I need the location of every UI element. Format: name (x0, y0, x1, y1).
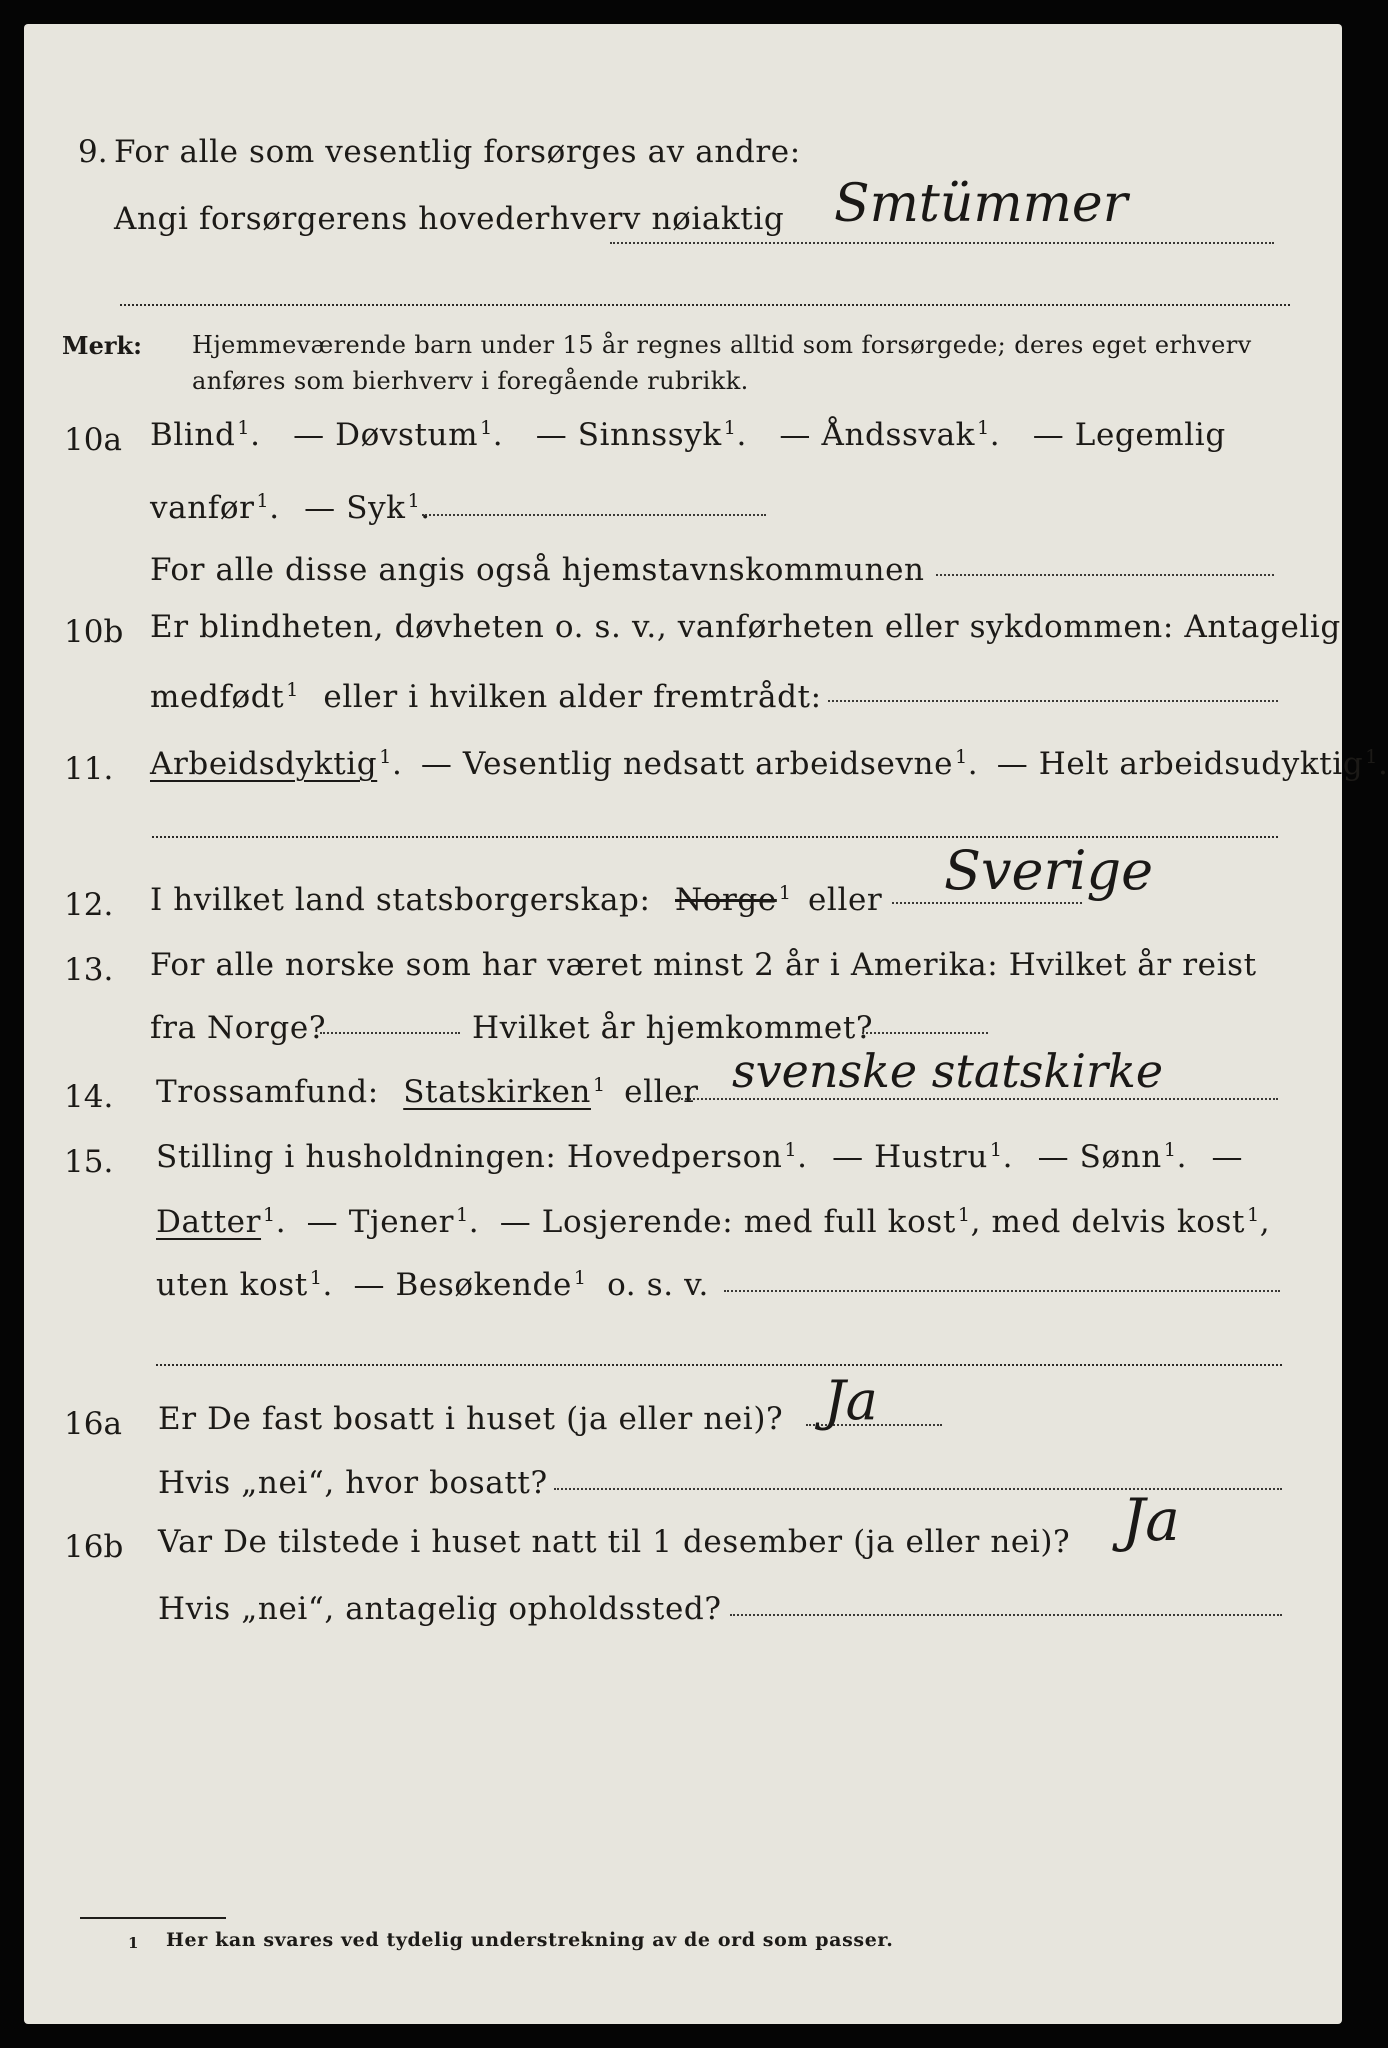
footnote-text: Her kan svares ved tydelig understrekning av de ord som passer. (166, 1929, 894, 1951)
q12-struck-norge: Norge (675, 882, 777, 918)
q9-number: 9. (78, 134, 108, 170)
q11-line: Arbeidsdyktig $^1$. — Vesentlig nedsatt arbeidsevne $^1$. — Helt arbeidsudyktig $^1$. (150, 746, 1388, 782)
q16a-number: 16a (64, 1406, 122, 1442)
q10b-alder-line (828, 700, 1278, 702)
q9-line2: Angi forsørgerens hovederhverv nøiaktig (114, 201, 785, 237)
q10a-line3: For alle disse angis også hjemstavnskommunen (150, 552, 925, 588)
q15-line3: uten kost $^1$. — Besøkende $^1$ o. s. v. (156, 1267, 710, 1303)
footnote-marker: 1 (128, 1934, 140, 1952)
q13-line1: For alle norske som har været minst 2 år i Amerika: Hvilket år reist (150, 947, 1257, 983)
q15-line2: Datter $^1$. — Tjener $^1$. — Losjerende: med full kost $^1$, med delvis kost $^1$, (156, 1204, 1271, 1240)
q9-blank-line (120, 304, 1290, 306)
census-form-page (24, 24, 1388, 2024)
q10a-syk-line (422, 514, 766, 516)
q16b-handwritten-answer: Ja (1122, 1486, 1180, 1554)
q14-handwritten-answer: svenske statskirke (732, 1044, 1164, 1098)
q12-answer-line (892, 902, 1082, 904)
merk-label: Merk: (62, 331, 142, 360)
q14-line: Trossamfund: Statskirken $^1$ eller (156, 1074, 699, 1110)
q15-line1: Stilling i husholdningen: Hovedperson $^1$. — Hustru $^1$. — Sønn $^1$. — (156, 1139, 1244, 1175)
merk-line1: Hjemmeværende barn under 15 år regnes alltid som forsørgede; deres eget erhverv (192, 331, 1252, 359)
q9-answer-line (610, 242, 1274, 244)
q10a-hjemstavn-line (936, 574, 1274, 576)
q16b-opholdssted-line (730, 1614, 1282, 1616)
q16b-line1: Var De tilstede i huset natt til 1 desember (ja eller nei)? (158, 1524, 1071, 1560)
merk-line2: anføres som bierhverv i foregående rubrikk. (192, 367, 749, 395)
q10a-line1: Blind $^1$. — Døvstum $^1$. — Sinnssyk $^1$. — Åndssvak $^1$. — Legemlig (150, 417, 1226, 453)
q9-line1: For alle som vesentlig forsørges av andre: (114, 134, 801, 170)
q15-line3-fill (724, 1290, 1280, 1292)
q15-underlined-datter: Datter (156, 1204, 262, 1240)
q16a-handwritten-answer: Ja (824, 1369, 878, 1432)
q10b-number: 10b (64, 614, 124, 650)
q12-line: I hvilket land statsborgerskap: Norge $^1$ eller (150, 882, 883, 918)
q13-hjemkommet-line (862, 1032, 988, 1034)
q10a-line2: vanfør $^1$. — Syk $^1$. (150, 490, 431, 526)
q11-number: 11. (64, 751, 114, 787)
q15-number: 15. (64, 1144, 114, 1180)
q9-handwritten-answer: Smtümmer (834, 174, 1128, 234)
q16b-number: 16b (64, 1529, 124, 1565)
q14-number: 14. (64, 1079, 114, 1115)
q12-handwritten-answer: Sverige (944, 839, 1154, 902)
q13-reist-line (320, 1032, 460, 1034)
q10a-number: 10a (64, 422, 122, 458)
q16a-line1: Er De fast bosatt i huset (ja eller nei)? (158, 1401, 784, 1437)
q12-number: 12. (64, 887, 114, 923)
q14-underlined-statskirken: Statskirken (403, 1074, 591, 1110)
q13-line2b: Hvilket år hjemkommet? (472, 1010, 874, 1046)
q13-number: 13. (64, 952, 114, 988)
q16b-line2: Hvis „nei“, antagelig opholdssted? (158, 1591, 722, 1627)
q13-line2a: fra Norge? (150, 1010, 327, 1046)
q15-blank-line (156, 1364, 1282, 1366)
q16a-line2: Hvis „nei“, hvor bosatt? (158, 1465, 548, 1501)
q11-underlined-arbeidsdyktig: Arbeidsdyktig (150, 746, 378, 782)
q10b-line2: medfødt $^1$ eller i hvilken alder fremtrådt: (150, 679, 822, 715)
footnote-rule (80, 1917, 226, 1919)
q14-answer-line (678, 1098, 1278, 1100)
q10b-line1: Er blindheten, døvheten o. s. v., vanførheten eller sykdommen: Antagelig (150, 609, 1341, 645)
q11-blank-line (152, 836, 1278, 838)
